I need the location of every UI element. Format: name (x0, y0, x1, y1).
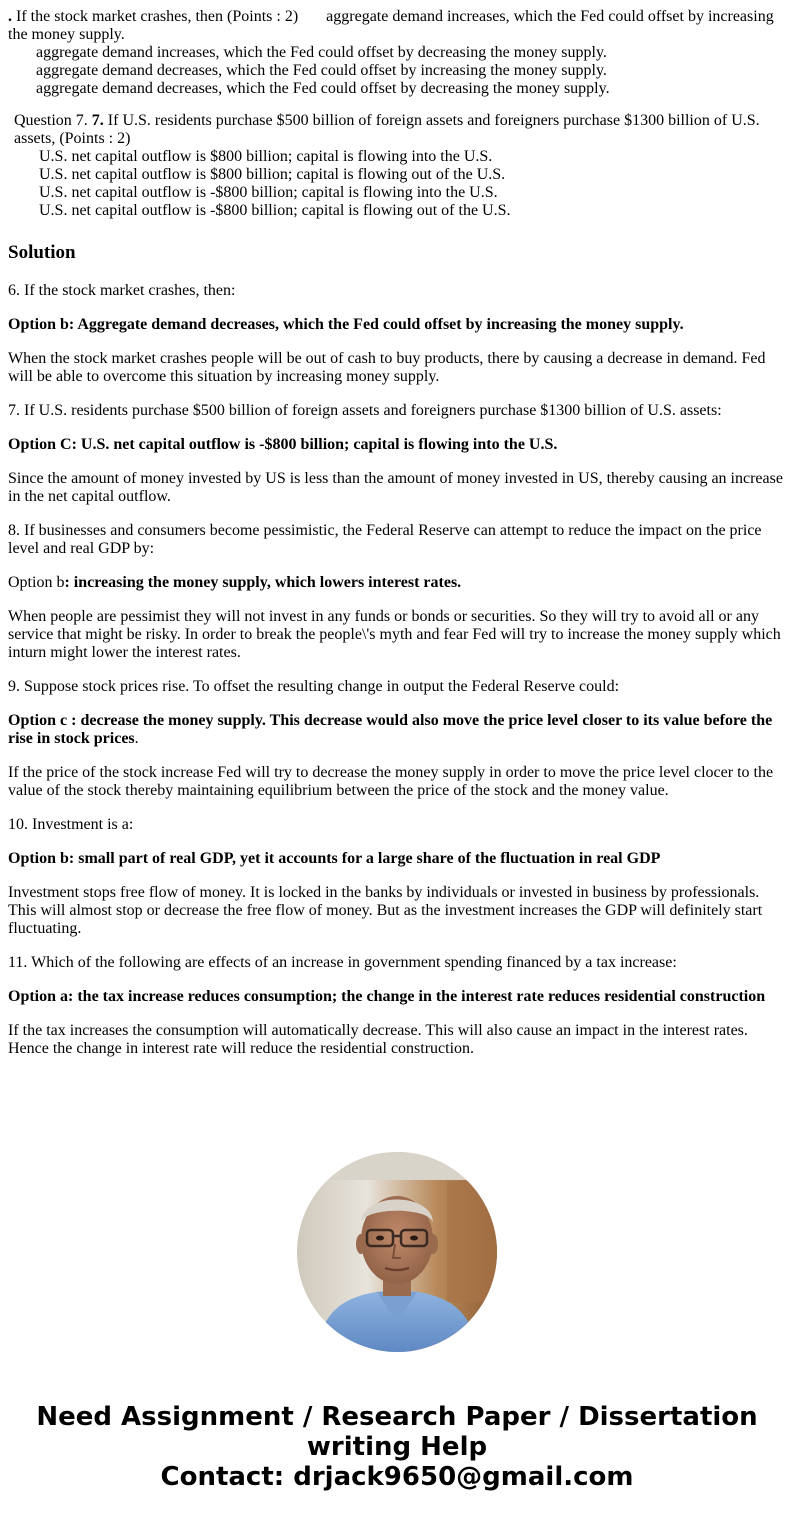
question-6-option-c: aggregate demand decreases, which the Fed could offset by increasing the money supply. (36, 62, 607, 79)
question-6-option-a: aggregate demand increases, which the Fed could offset by increasing the money supply. (8, 8, 774, 43)
solution-9-explanation: If the price of the stock increase Fed will try to decrease the money supply in order to move the price level clocer to the value of the stock thereby maintaining equilibrium between the price of the stock and the money value. (8, 764, 774, 799)
question-7-option-a: U.S. net capital outflow is $800 billion; capital is flowing into the U.S. (39, 148, 493, 165)
solution-11-explanation: If the tax increases the consumption will automatically decrease. This will also cause an impact in the interest rates. Hence the change in interest rate will reduce the residential construction. (8, 1022, 748, 1057)
question-6-option-d: aggregate demand decreases, which the Fed could offset by decreasing the money supply. (36, 80, 610, 97)
footer-contact-banner (0, 1402, 794, 1492)
solution-11-answer: Option a: the tax increase reduces consumption; the change in the interest rate reduces residential construction (8, 988, 766, 1005)
solution-8-explanation: When people are pessimist they will not invest in any funds or bonds or securities. So they will try to avoid all or any service that might be risky. In order to break the people\'s myth and fear Fed will try to increase the money supply which inturn might lower the interest rates. (8, 608, 781, 661)
footer-line-1: Need Assignment / Research Paper / Dissertation (36, 1402, 758, 1432)
solution-9-answer: Option c : decrease the money supply. This decrease would also move the price level closer to its value before the rise in stock prices. (8, 712, 773, 747)
solution-7-explanation: Since the amount of money invested by US is less than the amount of money invested in US, thereby causing an increase in the net capital outflow. (8, 470, 783, 505)
question-6-option-b: aggregate demand increases, which the Fed could offset by decreasing the money supply. (36, 44, 607, 61)
author-avatar (297, 1152, 497, 1352)
question-7-number: 7. (91, 112, 104, 129)
question-7-stem: If U.S. residents purchase $500 billion of foreign assets and foreigners purchase $1300 billion of U.S. assets, (Points : 2) (14, 112, 760, 147)
solution-11-question: 11. Which of the following are effects of an increase in government spending financed by a tax increase: (8, 954, 677, 971)
footer-contact-line: Contact: drjack9650@gmail.com (160, 1462, 634, 1492)
solution-10-answer: Option b: small part of real GDP, yet it accounts for a large share of the fluctuation in real GDP (8, 850, 661, 867)
solution-10-question: 10. Investment is a: (8, 816, 134, 833)
solution-heading: Solution (8, 242, 76, 263)
author-portrait-image (297, 1152, 497, 1352)
question-7-prefix: Question 7. (14, 112, 92, 129)
solution-8-answer: Option b: increasing the money supply, which lowers interest rates. (8, 574, 462, 591)
question-6-stem: If the stock market crashes, then (Points : 2) (12, 8, 299, 25)
document-body (8, 8, 786, 1074)
solution-6-question: 6. If the stock market crashes, then: (8, 282, 236, 299)
question-6-marker: . (8, 8, 12, 25)
question-7-option-b: U.S. net capital outflow is $800 billion; capital is flowing out of the U.S. (39, 166, 506, 183)
solution-8-question: 8. If businesses and consumers become pessimistic, the Federal Reserve can attempt to reduce the impact on the price level and real GDP by: (8, 522, 762, 557)
question-7-option-d: U.S. net capital outflow is -$800 billion; capital is flowing out of the U.S. (39, 202, 511, 219)
question-7-stem-line (14, 112, 786, 148)
solution-6-answer: Option b: Aggregate demand decreases, which the Fed could offset by increasing the money supply. (8, 316, 684, 333)
solution-9-question: 9. Suppose stock prices rise. To offset the resulting change in output the Federal Reserve could: (8, 678, 620, 695)
question-7 (8, 112, 786, 220)
solution-7-question: 7. If U.S. residents purchase $500 billion of foreign assets and foreigners purchase $1300 billion of U.S. assets: (8, 402, 722, 419)
footer-line-2: writing Help (306, 1432, 488, 1462)
solution-6-explanation: When the stock market crashes people will be out of cash to buy products, there by causing a decrease in demand. Fed will be able to overcome this situation by increasing money supply. (8, 350, 766, 385)
solution-10-explanation: Investment stops free flow of money. It is locked in the banks by individuals or invested in business by professionals. This will almost stop or decrease the free flow of money. But as the investment increases the GDP will definitely start fluctuating. (8, 884, 763, 937)
question-6 (8, 8, 786, 98)
question-7-option-c: U.S. net capital outflow is -$800 billion; capital is flowing into the U.S. (39, 184, 498, 201)
solution-7-answer: Option C: U.S. net capital outflow is -$800 billion; capital is flowing into the U.S. (8, 436, 558, 453)
